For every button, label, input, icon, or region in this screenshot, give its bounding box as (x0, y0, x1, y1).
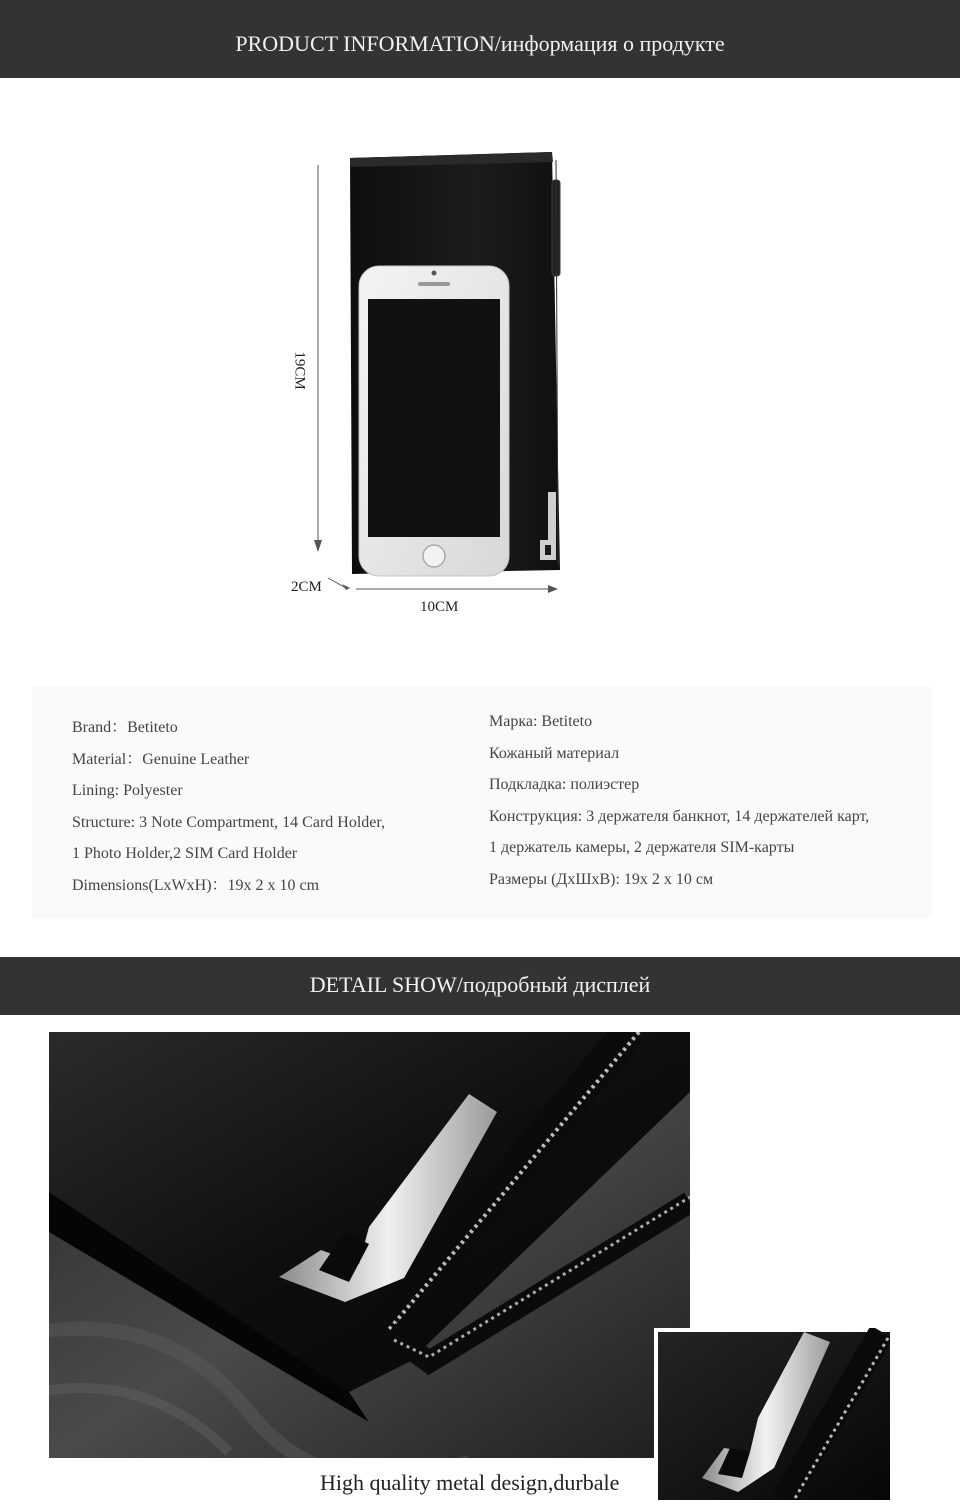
wallet-corner-inset (654, 1328, 890, 1500)
spec-structure: Structure: 3 Note Compartment, 14 Card Holder, (72, 813, 386, 831)
spec-dimensions-ru: Размеры (ДхШхВ): 19x 2 x 10 см (489, 870, 714, 888)
height-dimension-line (314, 165, 322, 552)
depth-dimension-line (328, 578, 350, 590)
detail-show-title: DETAIL SHOW/подробный дисплей (309, 972, 651, 997)
product-information-banner (0, 0, 960, 78)
detail-caption: High quality metal design,durbale (320, 1470, 620, 1495)
specification-panel (32, 686, 932, 918)
spec-structure-ru: Конструкция: 3 держателя банкнот, 14 держателей карт, (489, 807, 870, 825)
spec-structure-cont-ru: 1 держатель камеры, 2 держателя SIM-карты (489, 839, 795, 857)
spec-brand: Brand：Betiteto (72, 719, 178, 736)
product-information-title: PRODUCT INFORMATION/информация о продукте (235, 31, 725, 56)
spec-structure-cont: 1 Photo Holder,2 SIM Card Holder (72, 845, 298, 863)
width-dimension-line (356, 585, 558, 593)
phone-image (359, 266, 509, 576)
spec-material-ru: Кожаный материал (489, 744, 620, 762)
height-label: 19CM (291, 351, 308, 390)
detail-photo-main (49, 1032, 690, 1458)
depth-label: 2CM (291, 579, 322, 595)
spec-material: Material：Genuine Leather (72, 750, 250, 768)
spec-dimensions: Dimensions(LxWxH)：19x 2 x 10 cm (72, 876, 320, 894)
wallet-corner-closeup (49, 1032, 690, 1458)
detail-photo-inset (654, 1328, 890, 1500)
specs-english (72, 712, 385, 902)
spec-brand-ru: Марка: Betiteto (489, 713, 593, 730)
specs-russian (489, 706, 869, 896)
detail-show-banner (0, 957, 960, 1015)
width-label: 10CM (420, 599, 459, 615)
spec-lining: Lining: Polyester (72, 782, 183, 800)
spec-lining-ru: Подкладка: полиэстер (489, 776, 640, 794)
wallet-dimension-illustration (0, 78, 960, 638)
